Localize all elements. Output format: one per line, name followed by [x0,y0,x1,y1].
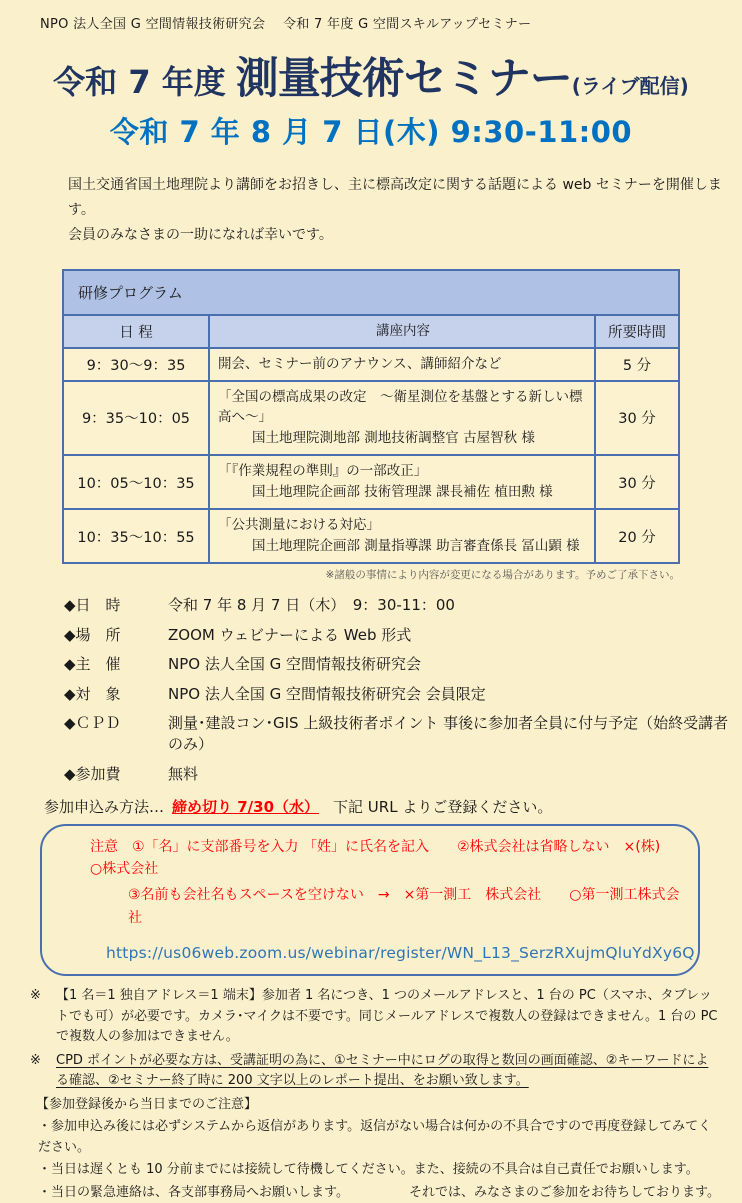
row-time: 9：30～9：35 [64,349,210,380]
program-table [62,269,680,564]
notice-line-2: ③名前も会社名もスペースを空けない → ×第一測工 株式会社 ○第一測工株式会社 [128,887,680,926]
page-title [0,45,742,106]
detail-value: NPO 法人全国 G 空間情報技術研究会 会員限定 [168,684,486,703]
caution-last-row [38,1183,720,1203]
column-header-duration: 所要時間 [608,324,666,341]
application-suffix: 下記 URL よりご登録ください。 [333,797,553,816]
detail-cpd [64,712,742,754]
notice-line-1: 注意 ①「名」に支部番号を入力 「姓」に氏名を記入 ②株式会社は省略しない ×(株) ○株式会社 [90,838,675,877]
intro-line-2: 会員のみなさまの一助になれば幸いです。 [68,227,333,244]
program-header-row [64,316,678,347]
row-content-speaker: 国土地理院測地部 測地技術調整官 古屋智秋 様 [252,430,535,447]
row-content [210,456,596,508]
row-time: 10：35～10：55 [64,510,210,562]
note-one-address [30,986,720,1048]
detail-label: ◆対 象 [64,684,121,703]
title-main: 測量技術セミナー [235,54,572,104]
row-duration: 5 分 [622,357,652,374]
organizer-line: NPO 法人全国 G 空間情報技術研究会 令和 7 年度 G 空間スキルアップセミナー [40,17,532,32]
caution-item: ・参加申込み後には必ずシステムから返信があります。返信がない場合は何かの不具合ですので再度登録してみてください。 [38,1119,712,1155]
footer-notes [30,986,720,1203]
row-duration: 30 分 [618,411,656,428]
row-content [210,382,596,455]
column-header-content: 講座内容 [210,316,596,347]
detail-value: ZOOM ウェビナーによる Web 形式 [168,625,412,644]
event-details [64,594,742,784]
note-text: CPD ポイントが必要な方は、受講証明の為に、①セミナー中にログの取得と数回の画面確認、②キーワードによる確認、②セミナー終了時に 200 文字以上のレポート提出、をお願い致します。 [56,1052,709,1089]
row-content-title: 開会、セミナー前のアナウンス、講師紹介など [218,355,502,372]
detail-label: ◆ＣＰＤ [64,714,121,733]
application-deadline: 締め切り 7/30（水） [172,797,320,816]
row-content-title: 「『作業規程の準則』の一部改正」 [218,463,428,480]
note-text: 【1 名＝1 独自アドレス＝1 端末】参加者 1 名につき、1 つのメールアドレスと、1 台の PC（スマホ、タブレットでも可）が必要です。カメラ･マイクは不要です。同じメールアドレスで複数人の登録はできません。1 台の PC で複数人の参加はできません。 [56,988,718,1045]
application-method-line [44,796,742,817]
caution-item: ・当日は遅くとも 10 分前までには接続して待機してください。また、接続の不具合は自己責任でお願いします。 [38,1162,699,1178]
caution-item: ・当日の緊急連絡は、各支部事務局へお願いします。 [38,1184,349,1200]
detail-value: 無料 [168,764,199,783]
detail-place [64,624,742,645]
column-header-schedule: 日 程 [64,316,210,347]
intro-line-1: 国土交通省国土地理院より講師をお招きし、主に標高改定に関する話題による web セミナーを開催します。 [68,177,722,219]
detail-label: ◆参加費 [64,764,121,783]
note-marker: ※ [30,988,41,1004]
note-cpd-requirement [30,1051,720,1092]
row-duration: 30 分 [618,475,656,492]
detail-label: ◆日 時 [64,596,121,615]
caution-section-title: 【参加登録後から当日までのご注意】 [36,1096,258,1112]
detail-value: 測量･建設コン･GIS 上級技術者ポイント 事後に参加者全員に付与予定（始終受講者のみ） [168,714,729,754]
detail-datetime [64,594,742,615]
registration-notice-box [40,824,700,977]
detail-audience [64,683,742,704]
title-fiscal-year: 令和 7 年度 [53,63,226,101]
table-row [64,380,678,455]
table-row [64,347,678,380]
detail-label: ◆場 所 [64,625,121,644]
row-time: 9：35～10：05 [64,382,210,455]
program-change-disclaimer: ※諸般の事情により内容が変更になる場合があります。予めご了承下さい。 [325,569,680,582]
program-caption: 研修プログラム [64,271,678,316]
row-time: 10：05～10：35 [64,456,210,508]
closing-message: それでは、みなさまのご参加をお待ちしております。 [409,1184,720,1200]
table-row [64,508,678,562]
row-content-speaker: 国土地理院企画部 測量指導課 助言審査係長 冨山顕 様 [252,538,580,555]
detail-label: ◆主 催 [64,655,121,674]
detail-value: NPO 法人全国 G 空間情報技術研究会 [168,655,422,674]
row-content-title: 「全国の標高成果の改定 ～衛星測位を基盤とする新しい標高へ～」 [218,388,583,426]
row-content [210,349,596,380]
note-marker: ※ [30,1052,41,1068]
table-row [64,454,678,508]
detail-host [64,653,742,674]
seminar-datetime: 令和 7 年 8 月 7 日(木) 9:30-11:00 [109,115,633,149]
application-prefix: 参加申込み方法… [44,797,165,816]
row-content-speaker: 国土地理院企画部 技術管理課 課長補佐 植田勲 様 [252,484,553,501]
detail-value: 令和 7 年 8 月 7 日（木） 9：30-11：00 [168,596,455,615]
row-content-title: 「公共測量における対応」 [218,517,380,534]
detail-fee [64,763,742,784]
row-duration: 20 分 [618,529,656,546]
title-live-note: (ライブ配信) [571,74,689,98]
intro-paragraph [68,173,742,249]
registration-url-link[interactable]: https://us06web.zoom.us/webinar/register/WN_L13_SerzRXujmQluYdXy6Q [106,944,695,963]
row-content [210,510,596,562]
